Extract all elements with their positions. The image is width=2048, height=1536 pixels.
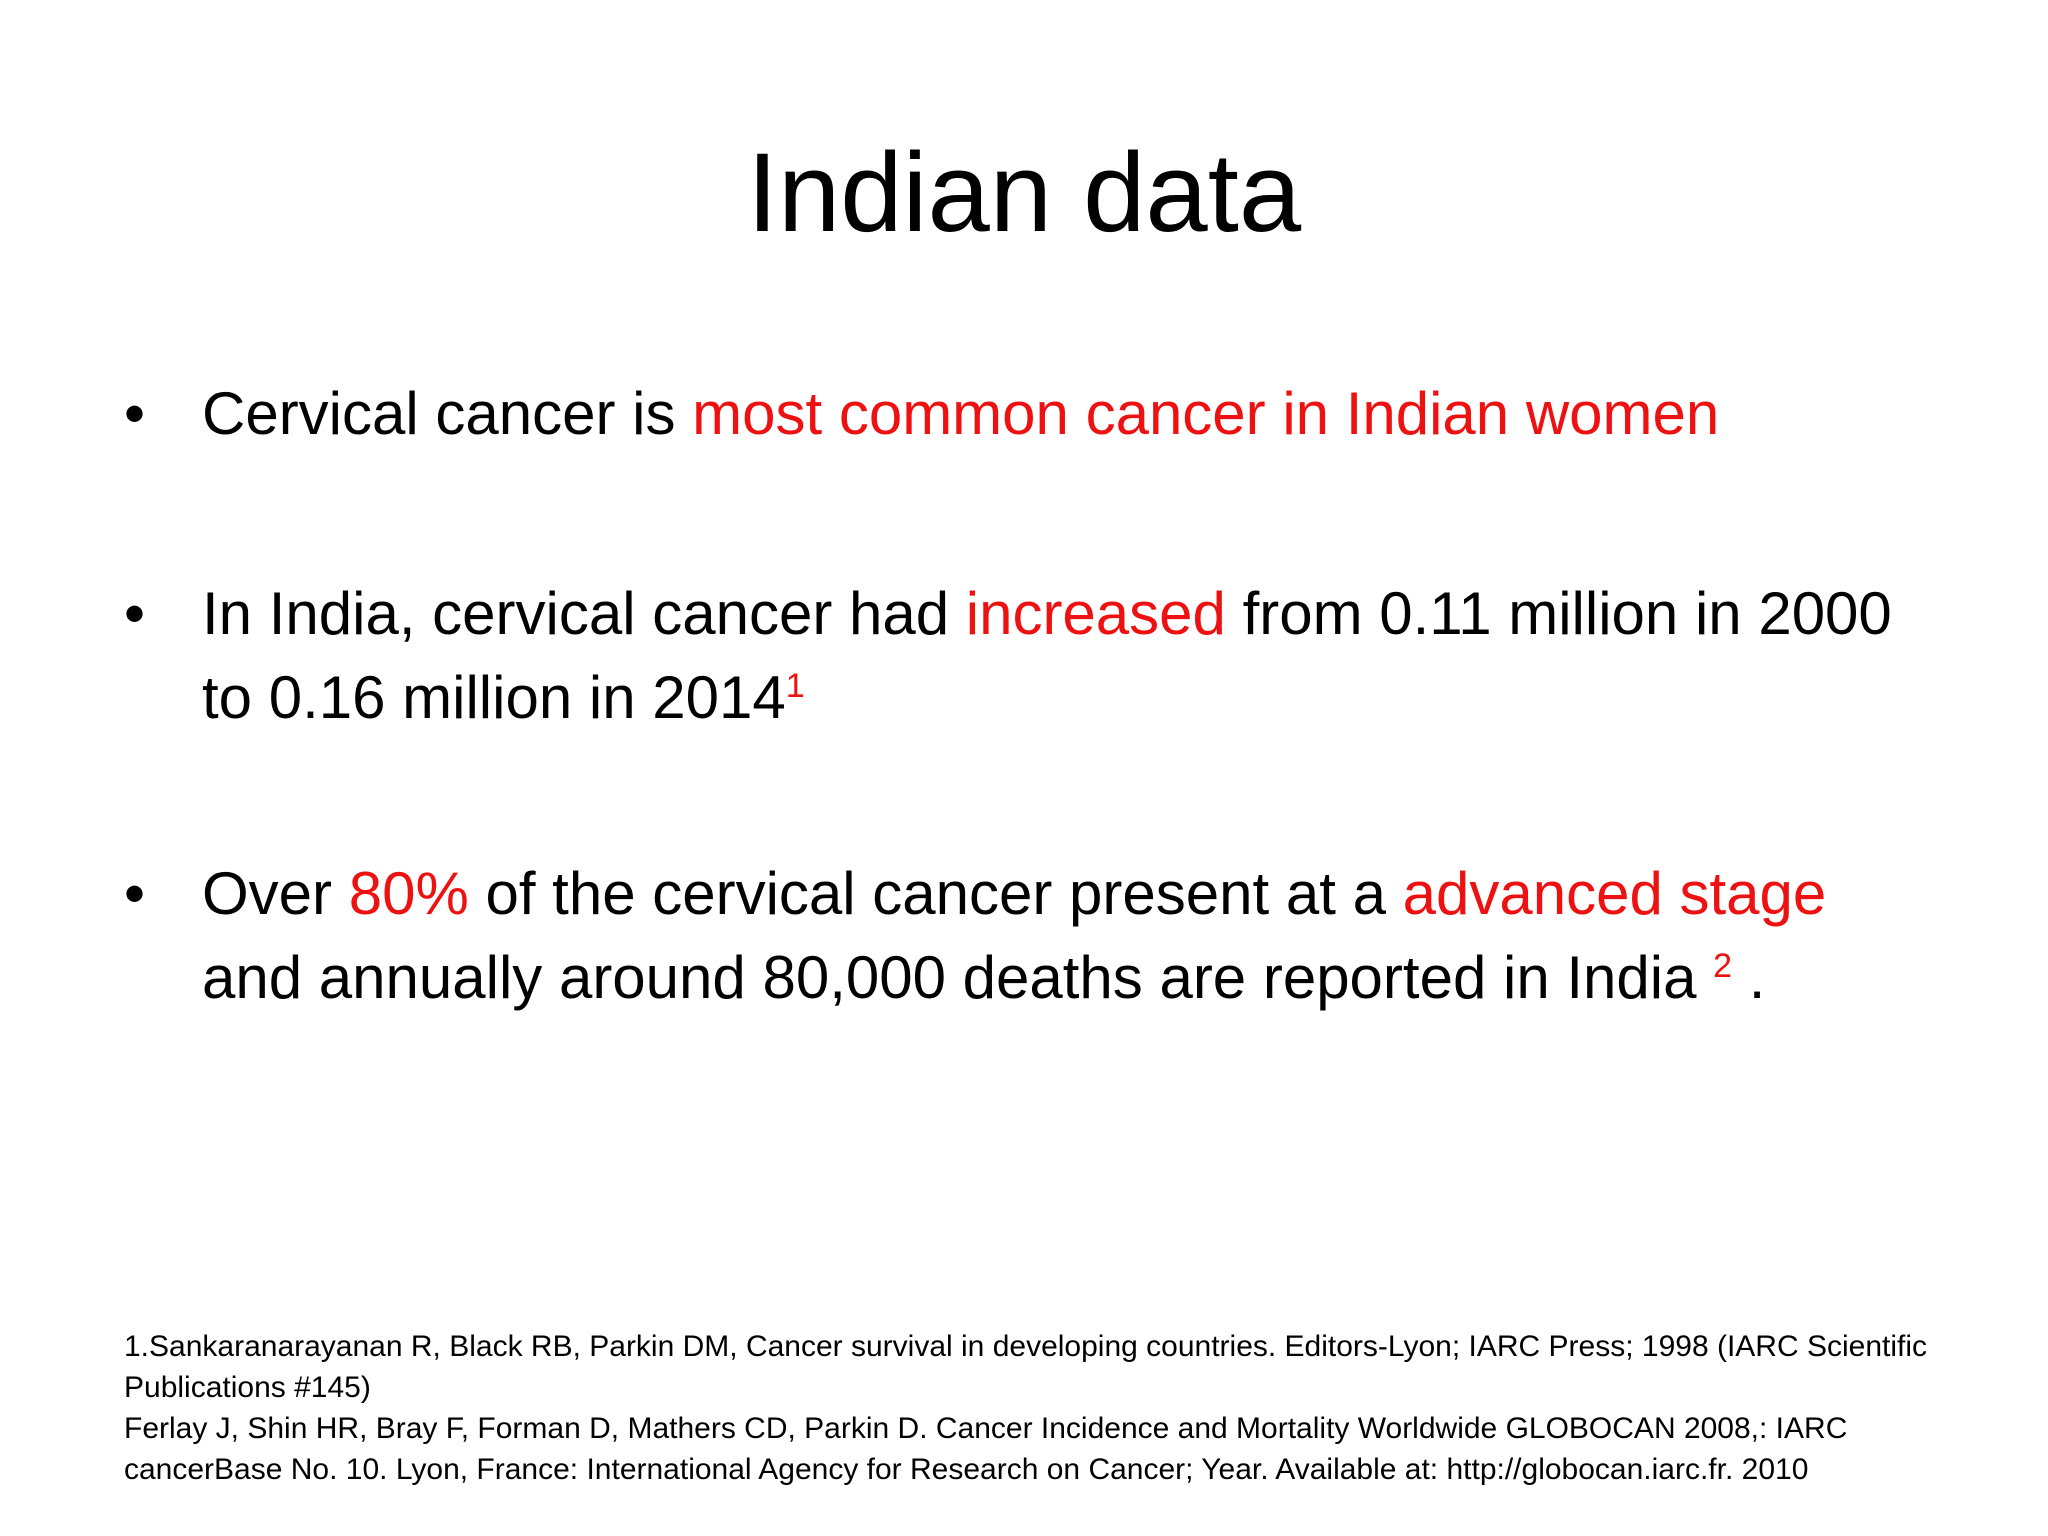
reference-superscript: 1 <box>785 667 805 705</box>
highlight-text: advanced stage <box>1402 860 1827 927</box>
bullet-text-part: from 0.11 million in 2000 to 0.16 million in 2014 <box>202 580 1892 731</box>
bullet-marker: • <box>124 580 146 647</box>
references-footer <box>124 1326 1944 1490</box>
bullet-text-part: . <box>1732 944 1766 1011</box>
bullet-text-part: Cervical cancer is <box>202 380 693 447</box>
highlight-text: increased <box>965 580 1226 647</box>
bullet-text-part: of the cervical cancer present at a <box>468 860 1403 927</box>
highlight-text: most common cancer in Indian women <box>692 380 1720 447</box>
highlight-text: 80% <box>348 860 469 927</box>
slide-title: Indian data <box>746 130 1302 255</box>
bullet-text-part: and annually around 80,000 deaths are reported in India <box>202 944 1714 1011</box>
bullet-text <box>202 372 1922 456</box>
reference-item-2: Ferlay J, Shin HR, Bray F, Forman D, Mathers CD, Parkin D. Cancer Incidence and Mortality Worldwide GLOBOCAN 2008,: IARC cancerBase No. 10. Lyon, France: International Agency for Research on Cancer; Year. Available at: http://globocan.iarc.fr. 2010 <box>124 1412 1848 1486</box>
reference-item-1: 1.Sankaranarayanan R, Black RB, Parkin DM, Cancer survival in developing countries. Editors-Lyon; IARC Press; 1998 (IARC Scientific Publications #145) <box>124 1330 1928 1404</box>
bullet-text-part: In India, cervical cancer had <box>202 580 966 647</box>
bullet-text-part: Over <box>202 860 349 927</box>
bullet-marker: • <box>124 380 146 447</box>
bullet-marker: • <box>124 860 146 927</box>
bullet-text <box>202 852 1922 1020</box>
reference-superscript: 2 <box>1713 947 1733 985</box>
bullet-text <box>202 572 1922 740</box>
